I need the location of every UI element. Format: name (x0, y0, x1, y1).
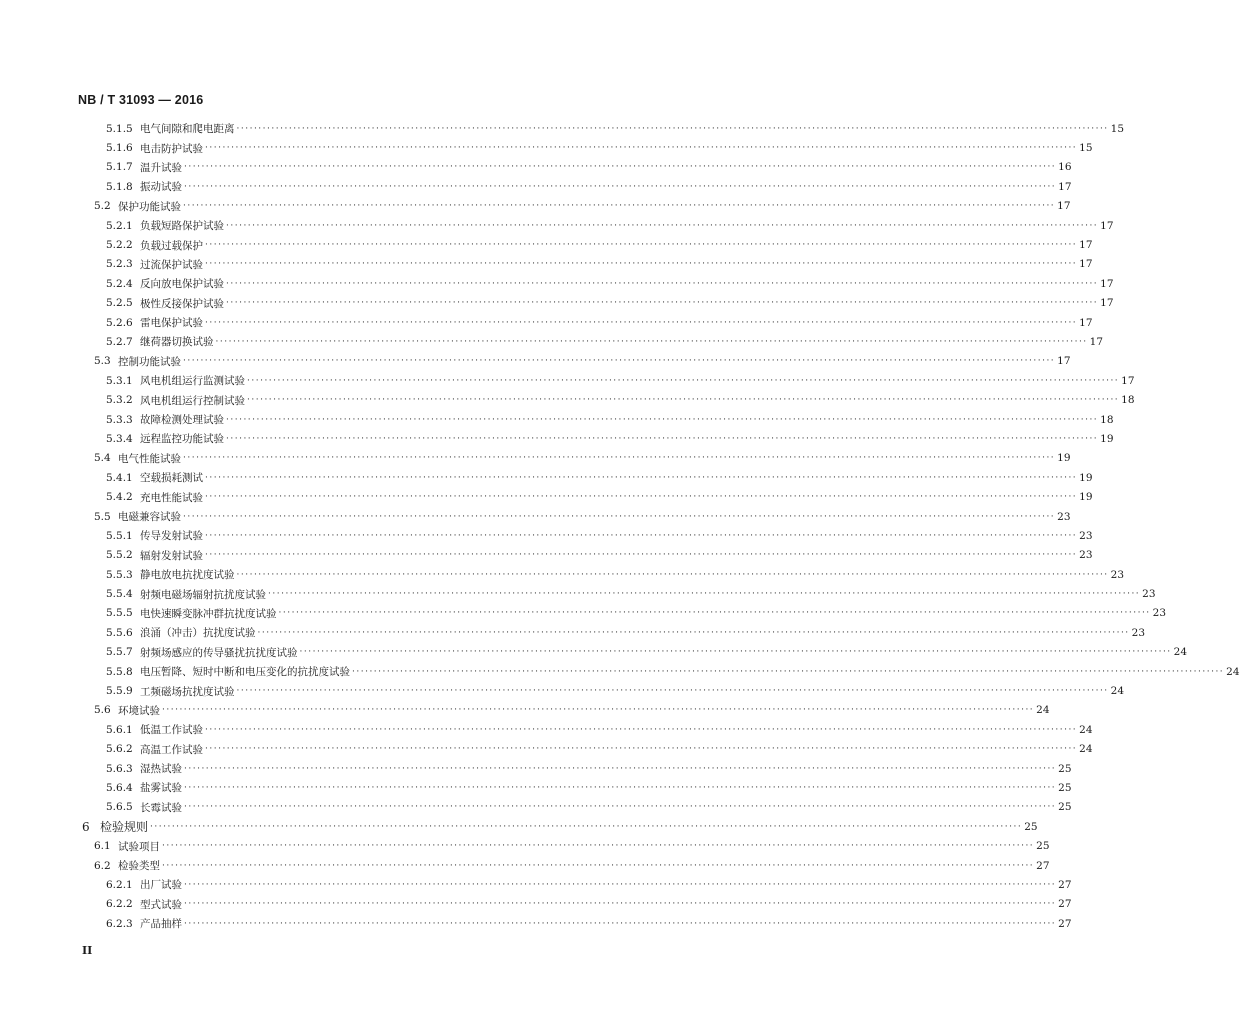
toc-entry-page: 15 (1110, 122, 1125, 135)
toc-leader-dots: ········································································································································································································ (205, 744, 1078, 755)
toc-leader-dots: ········································································································································································································ (162, 705, 1035, 716)
toc-entry-number: 5.5.8 (106, 665, 133, 678)
toc-leader-dots: ········································································································································································································ (184, 879, 1057, 890)
toc-leader-dots: ········································································································································································································ (226, 298, 1099, 309)
toc-entry-number: 6.2.2 (106, 898, 133, 911)
toc-entry (0, 158, 1072, 177)
toc-entry-title: 电磁兼容试验 (118, 511, 181, 523)
toc-entry-title: 雷电保护试验 (140, 317, 203, 330)
toc-entry-title: 电压暂降、短时中断和电压变化的抗扰度试验 (140, 666, 350, 679)
toc-entry-title: 风电机组运行监测试验 (140, 375, 245, 388)
toc-entry-number: 6.2.1 (106, 878, 133, 891)
toc-entry (0, 759, 1072, 778)
toc-entry-line (140, 257, 1093, 272)
toc-entry-title: 空载损耗测试 (140, 472, 203, 485)
toc-entry-line (140, 296, 1114, 311)
toc-entry-title: 辐射发射试验 (140, 549, 203, 562)
toc-entry (0, 584, 1156, 603)
toc-entry-number: 5.2 (94, 200, 111, 213)
toc-leader-dots: ········································································································································································································ (184, 782, 1057, 793)
toc-entry-line (140, 412, 1114, 427)
toc-entry (0, 740, 1093, 759)
toc-entry-page: 23 (1079, 529, 1093, 542)
toc-leader-dots: ········································································································································································································ (236, 569, 1109, 580)
toc-entry-title: 湿热试验 (140, 763, 182, 776)
toc-entry-number: 5.2.6 (106, 316, 133, 329)
toc-entry-title: 长霉试验 (140, 801, 182, 814)
toc-entry-page: 17 (1100, 219, 1114, 232)
toc-entry-page: 19 (1079, 471, 1093, 484)
toc-entry-line (118, 354, 1071, 369)
toc-entry-page: 17 (1100, 297, 1114, 310)
toc-entry-line (140, 373, 1135, 388)
toc-entry (0, 119, 1125, 138)
toc-entry (0, 681, 1125, 700)
toc-entry-page: 25 (1058, 762, 1072, 775)
toc-entry (0, 565, 1125, 584)
toc-leader-dots: ········································································································································································································ (236, 123, 1109, 134)
toc-entry-line (140, 141, 1093, 156)
toc-entry-line (140, 276, 1114, 291)
toc-entry-page: 17 (1079, 316, 1093, 329)
toc-entry-title: 振动试验 (140, 181, 182, 194)
toc-entry-line (118, 839, 1050, 854)
toc-entry-line (118, 509, 1071, 524)
toc-entry-page: 17 (1057, 200, 1071, 213)
toc-entry-line (140, 625, 1146, 640)
toc-entry-number: 5.2.7 (106, 335, 133, 348)
toc-leader-dots: ········································································································································································································ (184, 763, 1057, 774)
toc-leader-dots: ········································································································································································································ (268, 589, 1141, 600)
toc-entry-page: 17 (1089, 335, 1104, 348)
toc-entry-number: 5.1.7 (106, 161, 133, 174)
toc-entry-page: 23 (1131, 626, 1146, 639)
document-id-header: NB / T 31093 — 2016 (78, 93, 204, 107)
toc-entry-title: 负载短路保护试验 (140, 220, 224, 233)
toc-entry-number: 5.6.4 (106, 781, 133, 794)
toc-leader-dots: ········································································································································································································ (183, 511, 1056, 522)
toc-entry-page: 17 (1079, 258, 1093, 271)
toc-entry (0, 623, 1146, 642)
toc-entry-line (140, 567, 1125, 582)
toc-entry (0, 507, 1071, 526)
toc-leader-dots: ········································································································································································································ (247, 395, 1120, 406)
toc-entry-line (140, 238, 1093, 253)
toc-entry-line (140, 916, 1072, 931)
toc-entry-page: 17 (1058, 180, 1072, 193)
toc-entry (0, 701, 1050, 720)
toc-entry-number: 5.3.2 (106, 394, 133, 407)
table-of-contents (0, 119, 1240, 933)
toc-entry (0, 177, 1072, 196)
toc-entry-line (140, 664, 1240, 679)
toc-entry-number: 5.3 (94, 355, 111, 368)
toc-entry-title: 故障检测处理试验 (140, 414, 224, 427)
toc-entry-line (118, 199, 1071, 214)
toc-entry-title: 环境试验 (118, 704, 160, 717)
toc-leader-dots: ········································································································································································································ (226, 278, 1099, 289)
toc-leader-dots: ········································································································································································································ (183, 356, 1056, 367)
toc-entry-number: 5.5.2 (106, 549, 133, 562)
toc-leader-dots: ········································································································································································································ (205, 143, 1078, 154)
toc-entry-title: 温升试验 (140, 161, 182, 174)
toc-entry-page: 25 (1024, 820, 1038, 833)
toc-entry-title: 低温工作试验 (140, 724, 203, 737)
toc-leader-dots: ········································································································································································································ (299, 647, 1172, 658)
toc-entry-page: 17 (1121, 374, 1135, 387)
toc-leader-dots: ········································································································································································································ (205, 259, 1078, 270)
toc-entry-number: 5.6 (94, 704, 111, 717)
toc-leader-dots: ········································································································································································································ (205, 240, 1078, 251)
toc-entry-page: 17 (1057, 355, 1071, 368)
toc-entry-number: 5.6.3 (106, 762, 133, 775)
toc-entry-title: 电快速瞬变脉冲群抗扰度试验 (140, 607, 277, 620)
toc-entry-number: 5.6.5 (106, 801, 133, 814)
toc-entry (0, 313, 1093, 332)
toc-entry-line (140, 431, 1114, 446)
toc-leader-dots: ········································································································································································································ (352, 666, 1225, 677)
toc-entry-line (140, 179, 1072, 194)
toc-entry-page: 24 (1173, 646, 1188, 659)
toc-entry-number: 5.2.3 (106, 258, 133, 271)
toc-entry-number: 5.1.5 (106, 122, 133, 135)
toc-entry-title: 电气间隙和爬电距离 (140, 123, 235, 136)
toc-entry-page: 17 (1079, 239, 1093, 252)
toc-entry-number: 5.1.6 (106, 142, 133, 155)
toc-entry-title: 检验规则 (100, 820, 149, 835)
toc-entry-title: 反向放电保护试验 (140, 278, 224, 291)
toc-entry-line (140, 761, 1072, 776)
toc-entry-page: 24 (1079, 743, 1093, 756)
toc-leader-dots: ········································································································································································································ (205, 724, 1078, 735)
toc-entry-title: 静电放电抗扰度试验 (140, 569, 235, 582)
toc-entry (0, 526, 1093, 545)
toc-entry-line (140, 121, 1125, 136)
toc-entry (0, 546, 1093, 565)
toc-entry-page: 23 (1142, 588, 1156, 601)
toc-leader-dots: ········································································································································································································ (278, 608, 1151, 619)
toc-leader-dots: ········································································································································································································ (162, 841, 1035, 852)
toc-entry-page: 24 (1226, 665, 1240, 678)
toc-entry-number: 6.1 (94, 840, 111, 853)
toc-entry-title: 风电机组运行控制试验 (140, 394, 245, 407)
toc-entry-line (140, 218, 1114, 233)
toc-entry (0, 720, 1093, 739)
toc-entry-line (140, 877, 1072, 892)
toc-leader-dots: ········································································································································································································ (183, 201, 1056, 212)
toc-entry-title: 射频电磁场辐射抗扰度试验 (140, 588, 266, 601)
toc-entry-page: 17 (1100, 277, 1114, 290)
toc-entry (0, 778, 1072, 797)
toc-entry-line (140, 742, 1093, 757)
toc-entry (0, 235, 1093, 254)
toc-entry-title: 控制功能试验 (118, 355, 181, 368)
toc-entry-number: 5.5.3 (106, 568, 133, 581)
toc-leader-dots: ········································································································································································································ (150, 821, 1023, 832)
toc-leader-dots: ········································································································································································································ (236, 686, 1109, 697)
toc-leader-dots: ········································································································································································································ (215, 336, 1088, 347)
toc-entry (0, 875, 1072, 894)
toc-entry-page: 25 (1058, 781, 1072, 794)
toc-entry-page: 19 (1079, 491, 1093, 504)
toc-leader-dots: ········································································································································································································ (205, 472, 1078, 483)
toc-entry-page: 27 (1036, 859, 1050, 872)
toc-entry-line (140, 160, 1072, 175)
toc-leader-dots: ········································································································································································································ (184, 181, 1057, 192)
toc-entry-line (140, 315, 1093, 330)
toc-leader-dots: ········································································································································································································ (184, 899, 1057, 910)
toc-entry-line (118, 451, 1071, 466)
toc-leader-dots: ········································································································································································································ (184, 802, 1057, 813)
toc-entry-line (140, 393, 1135, 408)
toc-entry-number: 5.5.1 (106, 529, 133, 542)
toc-entry-title: 远程监控功能试验 (140, 433, 224, 446)
toc-entry (0, 216, 1114, 235)
toc-leader-dots: ········································································································································································································ (205, 550, 1078, 561)
toc-entry (0, 371, 1135, 390)
toc-entry (0, 856, 1050, 875)
toc-entry (0, 895, 1072, 914)
toc-entry (0, 487, 1093, 506)
toc-entry-page: 24 (1110, 685, 1125, 698)
toc-entry-page: 27 (1058, 878, 1072, 891)
toc-entry-title: 浪涌（冲击）抗扰度试验 (140, 627, 256, 640)
page-number-footer: II (82, 944, 93, 957)
toc-entry-page: 25 (1036, 840, 1050, 853)
toc-entry-page: 23 (1110, 568, 1125, 581)
toc-entry-line (140, 334, 1104, 349)
toc-entry (0, 798, 1072, 817)
toc-leader-dots: ········································································································································································································ (205, 492, 1078, 503)
toc-entry-page: 23 (1079, 549, 1093, 562)
toc-entry-number: 6.2 (94, 859, 111, 872)
toc-entry (0, 604, 1167, 623)
toc-entry-page: 15 (1079, 142, 1093, 155)
toc-entry-number: 5.4.1 (106, 471, 133, 484)
toc-entry-title: 极性反接保护试验 (140, 297, 224, 310)
toc-entry-number: 5.5.5 (106, 607, 133, 620)
toc-entry-number: 5.1.8 (106, 180, 133, 193)
toc-entry-number: 5.3.1 (106, 374, 133, 387)
toc-leader-dots: ········································································································································································································ (184, 162, 1057, 173)
toc-entry-number: 5.2.5 (106, 297, 133, 310)
toc-entry-number: 5.6.1 (106, 723, 133, 736)
toc-entry-line (140, 800, 1072, 815)
toc-entry-number: 5.5.6 (106, 626, 133, 639)
toc-entry-title: 传导发射试验 (140, 530, 203, 543)
toc-entry-line (100, 818, 1038, 835)
toc-entry-line (140, 470, 1093, 485)
toc-entry-number: 6.2.3 (106, 917, 133, 930)
toc-entry-number: 5.4 (94, 452, 111, 465)
toc-entry-title: 过流保护试验 (140, 258, 203, 271)
toc-entry-title: 工频磁场抗扰度试验 (140, 685, 235, 698)
toc-entry-title: 电击防护试验 (140, 142, 203, 155)
toc-entry-page: 19 (1057, 452, 1071, 465)
toc-entry (0, 817, 1038, 836)
toc-entry (0, 662, 1240, 681)
toc-entry-line (118, 703, 1050, 718)
toc-entry-number: 5.2.2 (106, 239, 133, 252)
toc-entry (0, 294, 1114, 313)
toc-entry-number: 5.5.4 (106, 588, 133, 601)
toc-leader-dots: ········································································································································································································ (205, 317, 1078, 328)
toc-entry (0, 138, 1093, 157)
toc-entry-line (140, 548, 1093, 563)
toc-entry-line (140, 528, 1093, 543)
toc-leader-dots: ········································································································································································································ (184, 918, 1057, 929)
toc-entry-title: 保护功能试验 (118, 200, 181, 213)
toc-leader-dots: ········································································································································································································ (183, 453, 1056, 464)
toc-entry-number: 5.5.7 (106, 646, 133, 659)
toc-entry-number: 5.3.4 (106, 432, 133, 445)
toc-entry-number: 5.3.3 (106, 413, 133, 426)
toc-entry-page: 24 (1036, 704, 1050, 717)
toc-entry-line (140, 684, 1125, 699)
toc-entry-page: 27 (1058, 917, 1072, 930)
toc-entry-line (140, 722, 1093, 737)
toc-entry-title: 充电性能试验 (140, 491, 203, 504)
toc-entry-title: 检验类型 (118, 860, 160, 873)
toc-entry-title: 射频场感应的传导骚扰抗扰度试验 (140, 646, 298, 659)
toc-entry-line (140, 897, 1072, 912)
toc-entry (0, 836, 1050, 855)
toc-entry-page: 23 (1152, 607, 1167, 620)
toc-entry-number: 5.4.2 (106, 491, 133, 504)
toc-entry (0, 643, 1188, 662)
toc-entry-title: 高温工作试验 (140, 743, 203, 756)
toc-entry (0, 390, 1135, 409)
toc-entry-page: 27 (1058, 898, 1072, 911)
toc-entry (0, 410, 1114, 429)
toc-leader-dots: ········································································································································································································ (247, 375, 1120, 386)
toc-leader-dots: ········································································································································································································ (257, 627, 1130, 638)
toc-entry (0, 449, 1071, 468)
toc-entry (0, 352, 1071, 371)
toc-entry-number: 5.2.1 (106, 219, 133, 232)
toc-entry (0, 468, 1093, 487)
toc-entry-number: 5.2.4 (106, 277, 133, 290)
toc-entry (0, 914, 1072, 933)
toc-entry-title: 负载过载保护 (140, 239, 203, 252)
toc-entry (0, 332, 1104, 351)
toc-entry-line (118, 858, 1050, 873)
toc-entry-number: 5.5.9 (106, 685, 133, 698)
toc-entry-title: 试验项目 (118, 840, 160, 853)
toc-leader-dots: ········································································································································································································ (226, 433, 1099, 444)
toc-leader-dots: ········································································································································································································ (205, 530, 1078, 541)
toc-entry-page: 16 (1058, 161, 1072, 174)
toc-leader-dots: ········································································································································································································ (226, 220, 1099, 231)
toc-entry-page: 25 (1058, 801, 1072, 814)
toc-entry-title: 继荷器切换试验 (140, 336, 214, 349)
toc-entry-page: 19 (1100, 432, 1114, 445)
toc-leader-dots: ········································································································································································································ (162, 860, 1035, 871)
toc-entry-page: 18 (1121, 394, 1135, 407)
toc-entry-line (140, 780, 1072, 795)
toc-entry-title: 盐雾试验 (140, 782, 182, 795)
toc-entry-page: 23 (1057, 510, 1071, 523)
toc-entry-page: 18 (1100, 413, 1114, 426)
toc-entry-line (140, 606, 1167, 621)
toc-entry (0, 255, 1093, 274)
toc-leader-dots: ········································································································································································································ (226, 414, 1099, 425)
toc-entry (0, 429, 1114, 448)
toc-entry-line (140, 645, 1188, 660)
toc-entry (0, 274, 1114, 293)
toc-entry-number: 5.5 (94, 510, 111, 523)
toc-entry-title: 产品抽样 (140, 918, 182, 931)
toc-entry-title: 型式试验 (140, 898, 182, 911)
toc-entry-title: 电气性能试验 (118, 452, 181, 465)
toc-entry (0, 197, 1071, 216)
toc-entry-line (140, 490, 1093, 505)
toc-entry-number: 5.6.2 (106, 743, 133, 756)
toc-entry-number: 6 (82, 819, 90, 834)
toc-entry-line (140, 587, 1156, 602)
toc-entry-page: 24 (1079, 723, 1093, 736)
toc-entry-title: 出厂试验 (140, 879, 182, 892)
